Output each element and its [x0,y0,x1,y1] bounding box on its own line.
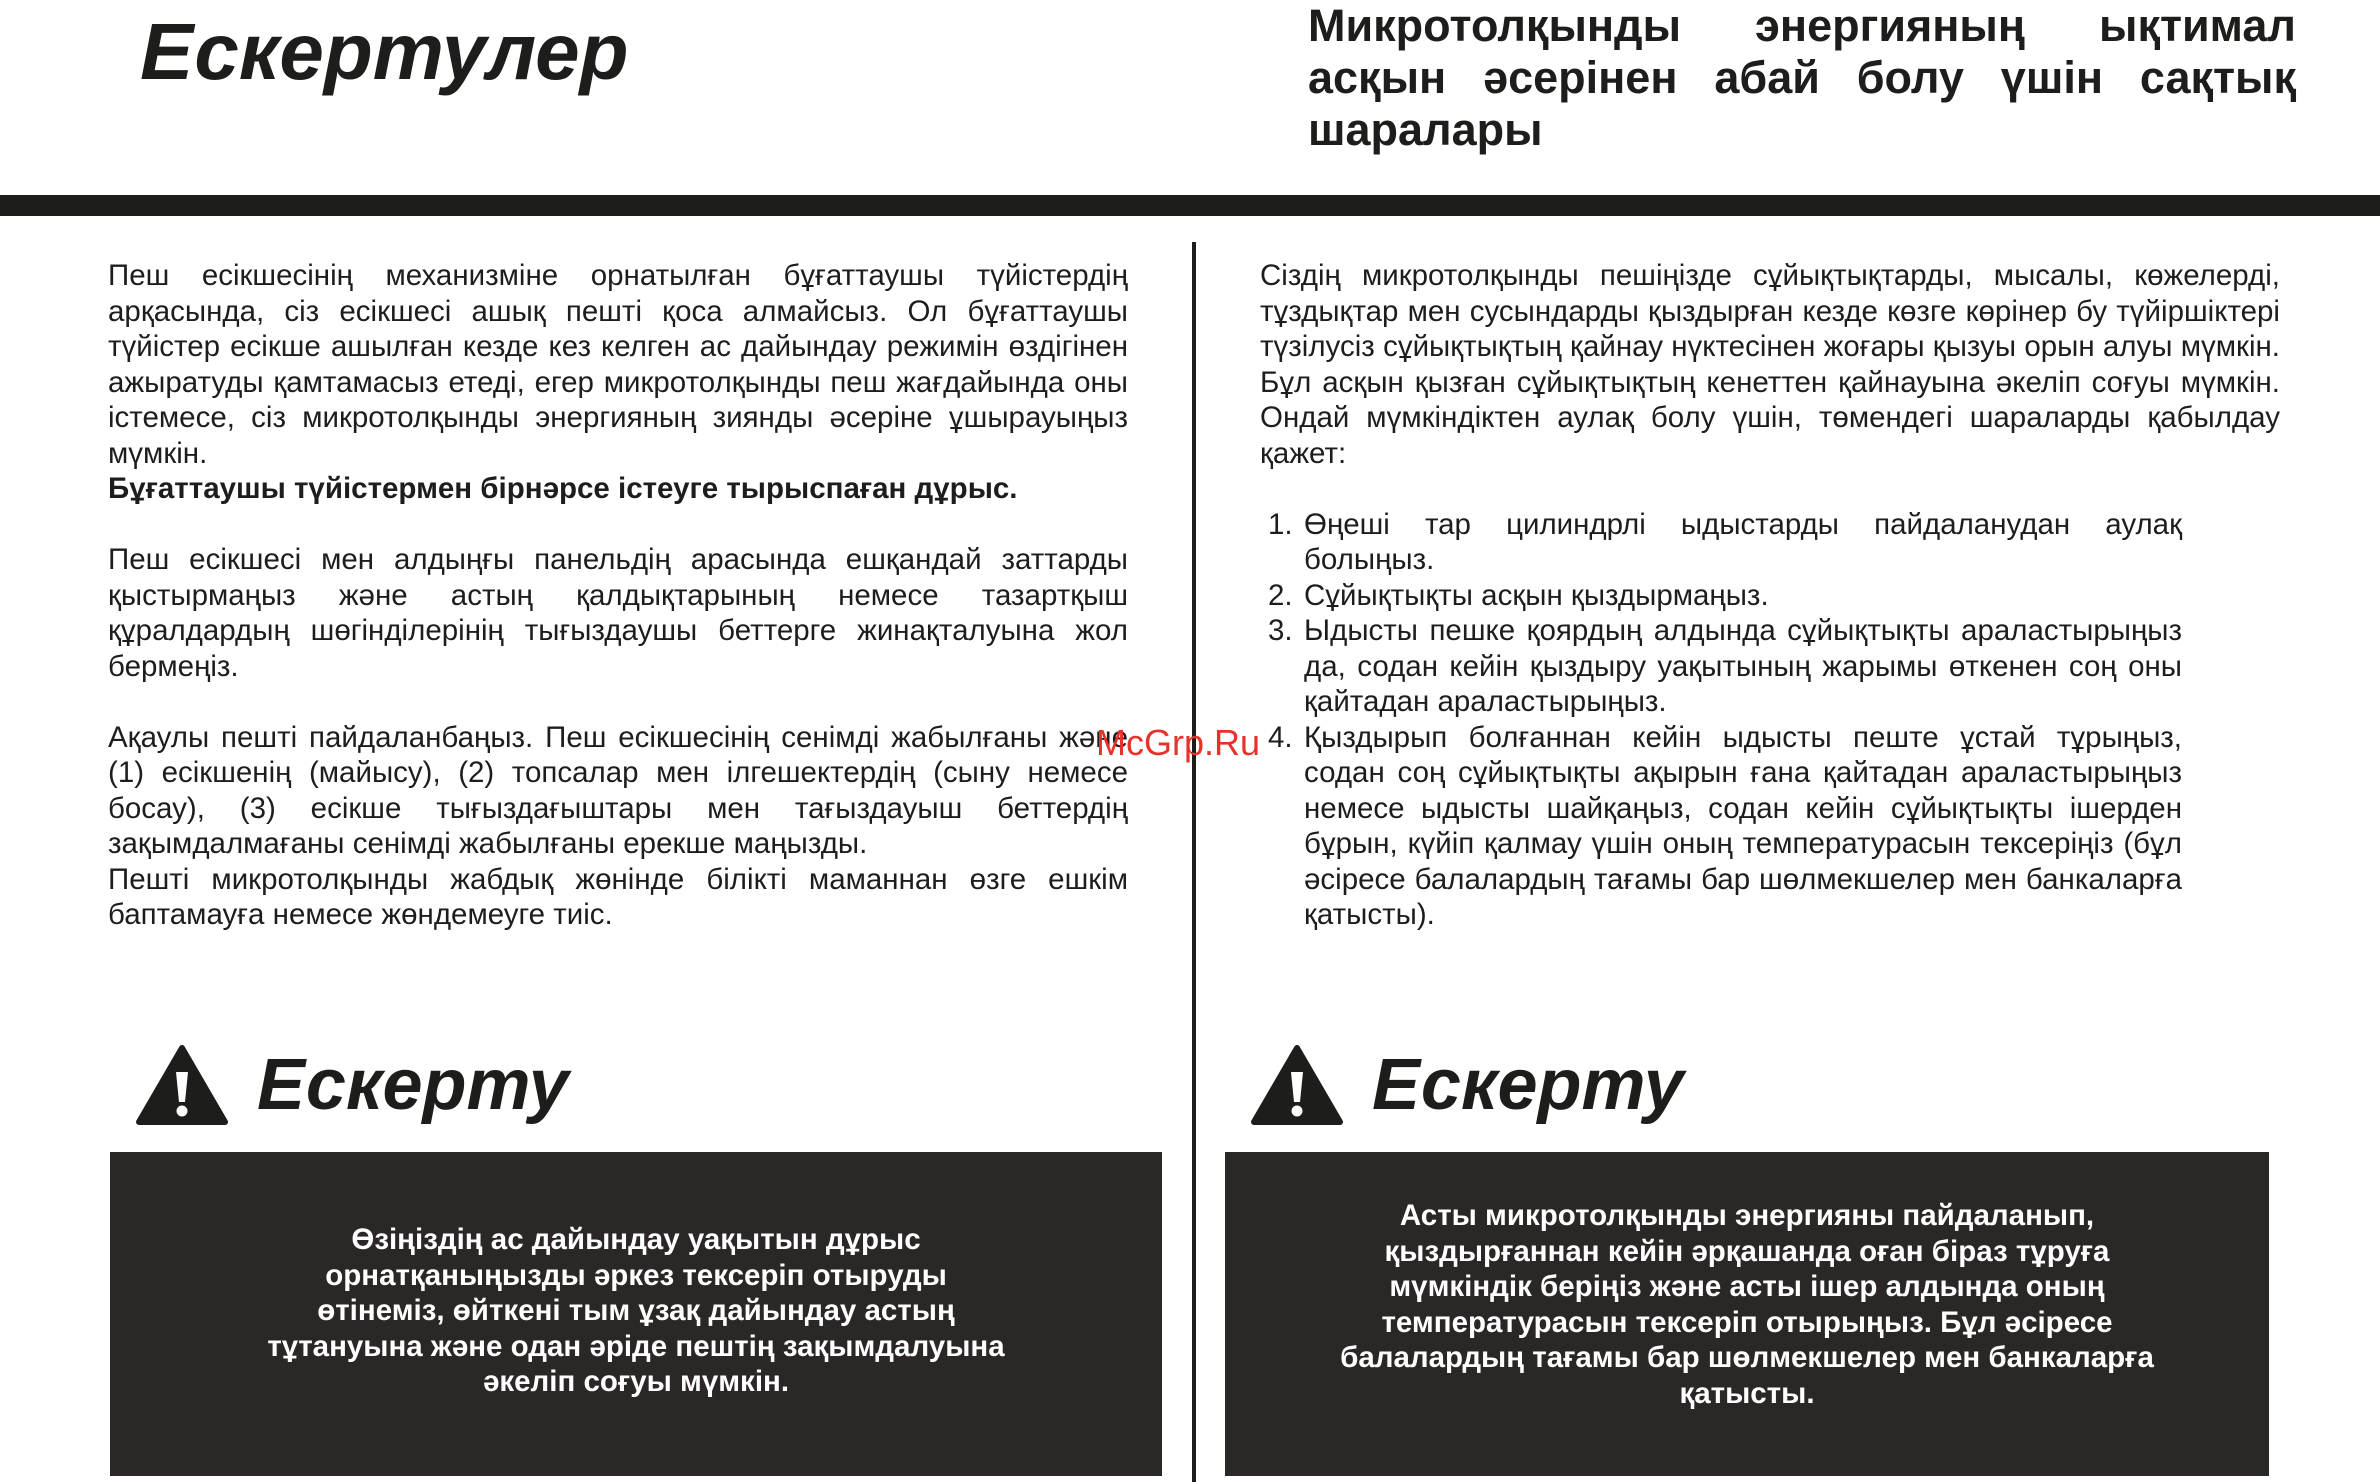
list-item-number: 4. [1268,720,1293,754]
list-item-number: 3. [1268,614,1293,647]
list-item-number: 1. [1268,507,1293,541]
warning-heading-right [1250,1040,1684,1130]
page-title: Ескертулер [140,7,629,96]
list-item-text: Сұйықтықты асқын қыздырмаңыз. [1304,578,1769,612]
list-item [1260,578,2182,614]
list-item [1260,613,2182,720]
list-item [1260,507,2182,578]
list-item-number: 2. [1268,578,1293,612]
warning-title: Ескерту [1372,1045,1684,1125]
door-objects-paragraph: Пеш есікшесі мен алдыңғы панельдің арасында ешқандай заттарды қыстырмаңыз және астың қалдықтарының немесе тазартқыш құралдардың шөгінділерінің тығыздаушы беттерге жинақталуына жол бермеңіз. [108,543,1128,683]
warning-box-right [1225,1152,2269,1476]
list-item [1260,720,2182,933]
faulty-oven-paragraph: Ақаулы пешті пайдаланбаңыз. Пеш есікшесінің сенімді жабылғаны және (1) есікшенің (майысу), (2) топсалар мен ілгешектердің (сыну немесе босау), (3) есікше тығыздағыштары мен тағыздауыш беттердің зақымдалмағаны сенімді жабылғаны ерекше маңызды. [108,720,1128,860]
right-column [1260,258,2280,933]
left-column [108,258,1128,933]
header-rule [0,195,2380,216]
column-divider [1192,242,1196,1482]
warning-box-left [110,1152,1162,1476]
service-paragraph: Пешті микротолқынды жабдық жөнінде білікті маманнан өзге ешкім баптамауға немесе жөндемеуге тиіс. [108,862,1128,931]
superheating-intro: Сіздің микротолқынды пешіңізде сұйықтықтарды, мысалы, көжелерді, тұздықтар мен сусындарды қыздырған кезде көзге көрінер бу түйіршіктері түзілусіз сұйықтықтың қайнау нүктесінен жоғары қызуы орын алуы мүмкін. Бұл асқын қызған сұйықтықтың кенеттен қайнауына әкеліп соғуы мүмкін. Ондай мүмкіндіктен аулақ болу үшін, төмендегі шараларды қабылдау қажет: [1260,259,2280,470]
interlock-bold-note: Бұғаттаушы түйістермен бірнәрсе істеуге тырыспаған дұрыс. [108,472,1018,505]
interlock-paragraph: Пеш есікшесінің механизміне орнатылған бұғаттаушы түйістердің арқасында, сіз есікшесі ашық пешті қоса алмайсыз. Ол бұғаттаушы түйістер есікше ашылған кезде кез келген ас дайындау режимін өздігінен ажыратуды қамтамасыз етеді, егер микротолқынды пеш жағдайында оны істемесе, сіз микротолқынды энергияның зиянды әсеріне ұшырауыңыз мүмкін. [108,259,1128,470]
list-item-text: Ыдысты пешке қоярдың алдында сұйықтықты араластырыңыз да, содан кейін қыздыру уақытының жарымы өткенен соң оны қайтадан араластырыңыз. [1304,614,2182,718]
section-title: Микротолқынды энергияның ықтимал асқын әсерінен абай болу үшін сақтық шаралары [1308,0,2296,155]
measures-list [1260,507,2182,933]
warning-text: Асты микротолқынды энергияны пайдаланып, қыздырғаннан кейін әрқашанда оған біраз тұруға мүмкіндік беріңіз және асты ішер алдында оның температурасын тексеріп отырыңыз. Бұл әсіресе балалардың тағамы бар шөлмекшелер мен банкаларға қатысты. [1340,1199,2154,1410]
watermark: McGrp.Ru [1096,722,1261,763]
list-item-text: Қыздырып болғаннан кейін ыдысты пеште ұстай тұрыңыз, содан соң сұйықтықты ақырын ғана қайтадан араластырыңыз немесе ыдысты шайқаңыз, содан кейін сұйықтықты ішерден бұрын, күйіп қалмау үшін оның температурасын тексеріңіз (бұл әсіресе балалардың тағамы бар шөлмекшелер мен банкаларға қатысты). [1304,720,2182,931]
warning-triangle-icon [135,1044,229,1126]
warning-triangle-icon [1250,1044,1344,1126]
warning-text: Өзіңіздің ас дайындау уақытын дұрыс орнатқаныңызды әркез тексеріп отыруды өтінеміз, өйткені тым ұзақ дайындау астың тұтануына және одан әріде пештің зақымдалуына әкеліп соғуы мүмкін. [267,1223,1005,1398]
warning-heading-left [135,1040,569,1130]
warning-title: Ескерту [257,1045,569,1125]
list-item-text: Өңеші тар цилиндрлі ыдыстарды пайдаланудан аулақ болыңыз. [1304,507,2182,576]
